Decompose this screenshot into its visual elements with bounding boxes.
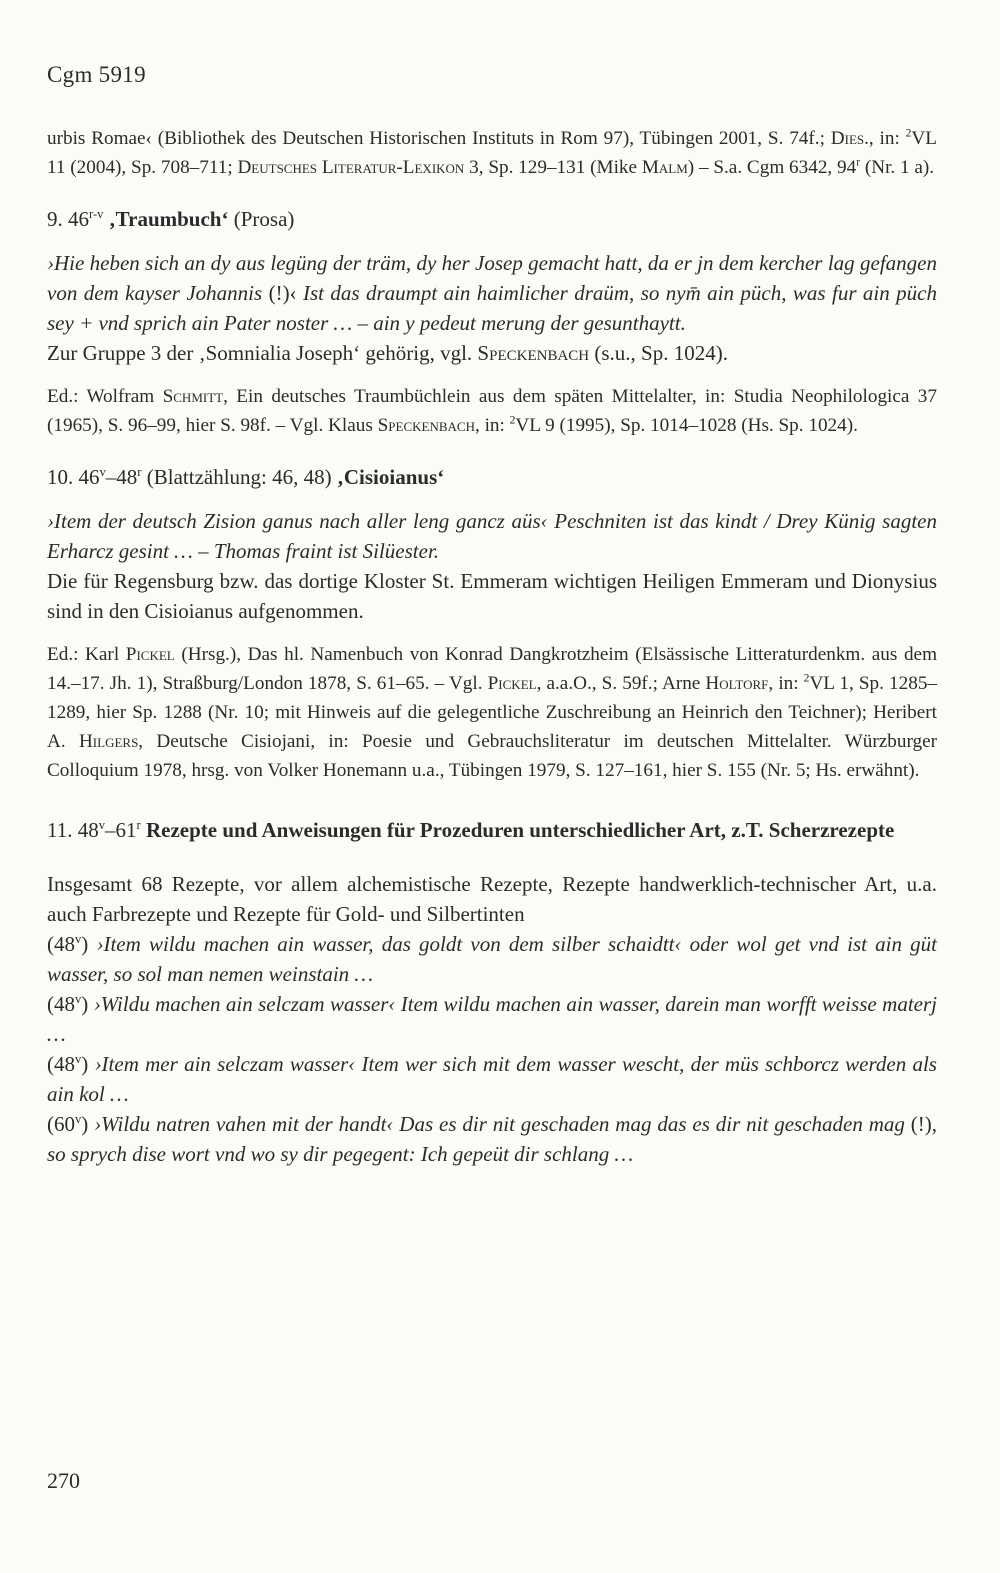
quote-text: ›Hie heben sich an dy aus legüng der träm, dy her Josep gemacht hatt, da er jn dem kercher lag gefangen von dem kayser Johannis — [47, 251, 937, 305]
superscript: v — [98, 817, 106, 832]
text-run: , a.a.O., S. 59f.; Arne — [536, 673, 706, 694]
text-run: Ed.: Wolfram — [47, 386, 163, 407]
quote-text: ›Item wildu machen ain wasser, das goldt von dem silber schaidtt‹ oder wol get vnd ist ain güt wasser, so sol man nemen weinstain … — [47, 932, 938, 986]
entry-title: ‚Cisioianus‘ — [336, 465, 445, 489]
superscript: v — [75, 931, 82, 946]
superscript: 2 — [905, 127, 912, 140]
entry-title: ‚Traumbuch‘ — [103, 207, 229, 231]
superscript: r — [136, 817, 141, 832]
folio-ref: (60 — [47, 1112, 75, 1136]
work-title: Deutsches Literatur-Lexikon — [237, 157, 465, 178]
entry-number: 10. 46 — [47, 465, 100, 489]
text-run: , in: — [474, 415, 510, 436]
entry-9-quote — [47, 248, 937, 338]
text-run: (Nr. 1 a). — [860, 157, 935, 178]
recipe-2 — [47, 989, 937, 1049]
text-run: (s.u., Sp. 1024). — [589, 341, 728, 365]
folio-ref: ) — [81, 1052, 95, 1076]
superscript: v — [75, 1051, 82, 1066]
author-name: Pickel — [487, 673, 537, 694]
folio-ref: (48 — [47, 1052, 75, 1076]
text-run: Zur Gruppe 3 der ‚Somnialia Joseph‘ gehörig, vgl. — [47, 341, 478, 365]
author-name: Pickel — [125, 644, 175, 665]
quote-text: Ist das draumpt ain haimlicher draüm, so nym̄ ain püch, was fur ain püch sey + vnd sprich ain Pater noster … – ain y pedeut merung der gesunthaytt. — [47, 281, 937, 335]
text-run: , Deutsche Cisiojani, in: Poesie und Gebrauchsliteratur im deutschen Mittelalter. Würzburger Colloquium 1978, hrsg. von Volker Honemann u.a., Tübingen 1979, S. 127–161, hier S. 155 (Nr. 5; Hs. erwähnt). — [47, 731, 937, 781]
folio-ref: (48 — [47, 932, 75, 956]
text-run: 3, Sp. 129–131 (Mike — [464, 157, 642, 178]
superscript: v — [75, 991, 82, 1006]
text-run: , Ein deutsches Traumbüchlein aus dem späten Mittelalter, in: Studia Neophilologica 37 (1965), S. 96–99, hier S. 98f. – Vgl. Klaus — [47, 386, 937, 436]
recipe-3 — [47, 1049, 937, 1109]
text-run: VL 9 (1995), Sp. 1014–1028 (Hs. Sp. 1024). — [515, 415, 858, 436]
entry-number: 9. 46 — [47, 207, 89, 231]
running-header: Cgm 5919 — [47, 62, 146, 87]
text-run: ) – S.a. Cgm 6342, 94 — [687, 157, 857, 178]
author-name: Speckenbach — [377, 415, 475, 436]
superscript: v — [99, 464, 106, 479]
superscript: v — [75, 1111, 82, 1126]
recipe-1 — [47, 929, 937, 989]
quote-text: so sprych dise wort vnd wo sy dir pegegent: Ich gepeüt dir schlang … — [47, 1142, 634, 1166]
superscript: r — [856, 156, 861, 169]
document-page — [47, 62, 937, 1169]
recipe-4 — [47, 1109, 937, 1169]
entry-10-edition — [47, 640, 937, 785]
quote-text: ›Wildu machen ain selczam wasser‹ Item wildu machen ain wasser, darein man worfft weisse materj … — [47, 992, 937, 1046]
superscript: r — [137, 464, 142, 479]
text-run: Ed.: Karl — [47, 644, 126, 665]
entry-genre: (Prosa) — [228, 207, 295, 231]
text-run: urbis Romae‹ (Bibliothek des Deutschen Historischen Instituts in Rom 97), Tübingen 2001, S. 74f.; — [47, 128, 831, 149]
quote-mark: (!), — [910, 1112, 937, 1136]
entry-9-edition — [47, 382, 937, 440]
entry-9-note — [47, 338, 937, 368]
entry-10-heading — [47, 462, 937, 492]
author-name: Hilgers — [78, 731, 139, 752]
text-run: –48 — [105, 465, 138, 489]
superscript: r-v — [89, 206, 104, 221]
author-name: Schmitt — [162, 386, 224, 407]
folio-ref: ) — [81, 932, 97, 956]
quote-mark: (!)‹ — [268, 281, 303, 305]
entry-title: Rezepte und Anweisungen für Prozeduren unterschiedlicher Art, z.T. Scherzrezepte — [140, 818, 895, 842]
quote-text: ›Wildu natren vahen mit der handt‹ Das es dir nit geschaden mag das es dir nit geschaden mag — [94, 1112, 911, 1136]
text-run: VL 11 (2004), Sp. 708–711; — [47, 128, 937, 178]
quote-text: ›Item mer ain selczam wasser‹ Item wer sich mit dem wasser wescht, der müs schborcz werden als ain kol … — [47, 1052, 937, 1106]
text-run: , in: — [768, 673, 804, 694]
entry-11-intro: Insgesamt 68 Rezepte, vor allem alchemistische Rezepte, Rezepte handwerklich-technischer Art, u.a. auch Farbrezepte und Rezepte für Gold- und Silbertinten — [47, 872, 937, 926]
text-run: (Blattzählung: 46, 48) — [141, 465, 337, 489]
page-number: 270 — [47, 1468, 80, 1493]
author-name: Holtorf — [705, 673, 769, 694]
entry-number: 11. 48 — [47, 818, 99, 842]
entry-10-quote: ›Item der deutsch Zision ganus nach aller leng gancz aüs‹ Peschniten ist das kindt / Drey Künig sagten Erharcz gesint … – Thomas fraint ist Silüester. — [47, 509, 937, 563]
text-run: –61 — [105, 818, 137, 842]
author-name: Malm — [641, 157, 688, 178]
text-run: VL 1, Sp. 1285–1289, hier Sp. 1288 (Nr. 10; mit Hinweis auf die gelegentliche Zuschreibung an Heinrich den Teichner); Heribert A. — [47, 673, 938, 752]
superscript: 2 — [509, 414, 516, 427]
continuation-paragraph — [47, 124, 937, 182]
folio-ref: ) — [81, 992, 94, 1016]
entry-9-heading — [47, 204, 937, 234]
text-run: (Hrsg.), Das hl. Namenbuch von Konrad Dangkrotzheim (Elsässische Litteraturdenkm. aus dem 14.–17. Jh. 1), Straßburg/London 1878, S. 61–65. – Vgl. — [47, 644, 937, 694]
author-name: Dies — [830, 128, 865, 149]
folio-ref: ) — [81, 1112, 95, 1136]
entry-11-heading — [47, 815, 937, 845]
text-run: ., in: — [864, 128, 906, 149]
folio-ref: (48 — [47, 992, 75, 1016]
entry-10-note: Die für Regensburg bzw. das dortige Kloster St. Emmeram wichtigen Heiligen Emmeram und Dionysius sind in den Cisioianus aufgenommen. — [47, 569, 937, 623]
superscript: 2 — [803, 672, 810, 685]
author-name: Speckenbach — [477, 341, 590, 365]
